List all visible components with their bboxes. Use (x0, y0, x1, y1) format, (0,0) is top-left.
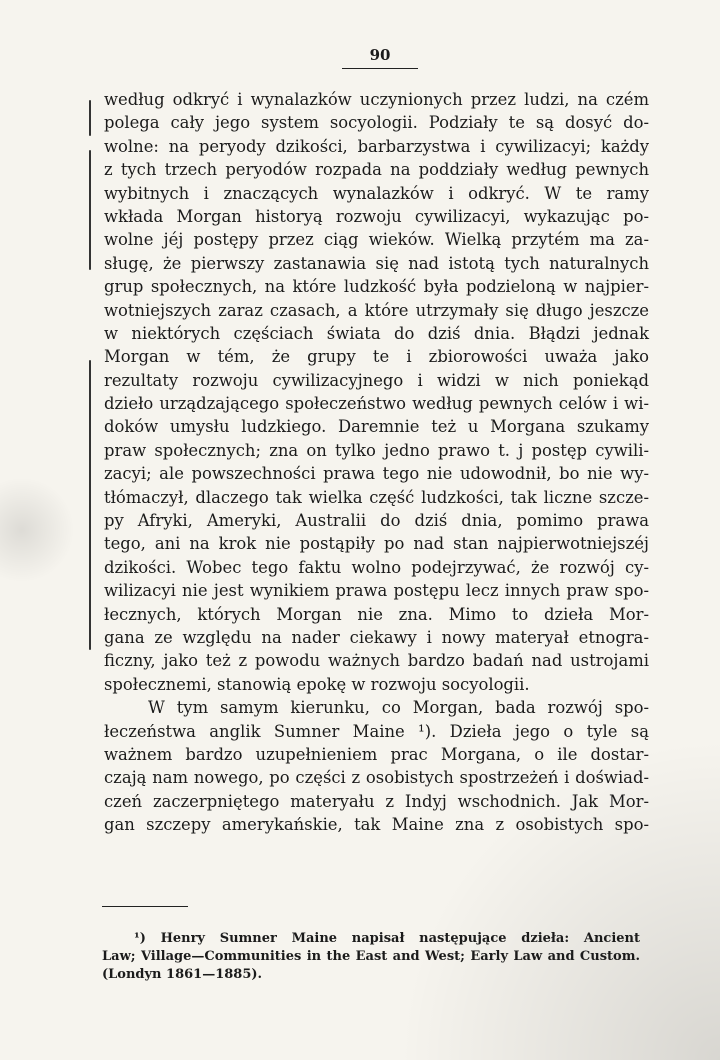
text-line: gan szczepy amerykańskie, tak Maine zna z osobistych spo- (104, 815, 649, 835)
text-line: ficzny, jako też z powodu ważnych bardzo badań nad ustrojami (104, 651, 649, 671)
text-line: wolne: na peryody dzikości, barbarzystwa i cywilizacyi; każdy (104, 136, 649, 156)
text-line: wilizacyi nie jest wynikiem prawa postępu lecz innych praw spo- (104, 581, 649, 601)
margin-pencil-mark (89, 100, 91, 136)
text-line: wolne jéj postępy przez ciąg wieków. Wielką przytém ma za- (104, 230, 649, 250)
page-number: 90 (369, 46, 391, 64)
text-line: dzikości. Wobec tego faktu wolno podejrzywać, że rozwój cy- (104, 557, 649, 577)
text-line: praw społecznych; zna on tylko jedno prawo t. j postęp cywili- (104, 440, 649, 460)
text-line: czeń zaczerpniętego materyału z Indyj wschodnich. Jak Mor- (104, 791, 649, 811)
text-line: rezultaty rozwoju cywilizacyjnego i widzi w nich poniekąd (104, 370, 649, 390)
text-line: sługę, że pierwszy zastanawia się nad istotą tych naturalnych (104, 253, 649, 273)
text-line: tego, ani na krok nie postąpiły po nad stan najpierwotniejszéj (104, 534, 649, 554)
text-line: dzieło urządzającego społeczeństwo według pewnych celów i wi- (104, 394, 649, 414)
body-text (104, 88, 649, 837)
text-line: wotniejszych zaraz czasach, a które utrzymały się długo jeszcze (104, 300, 649, 320)
text-line: czają nam nowego, po części z osobistych spostrzeżeń i doświad- (104, 768, 649, 788)
footnote-line: ¹) Henry Sumner Maine napisał następujące dzieła: Ancient (134, 931, 640, 946)
text-line: doków umysłu ludzkiego. Daremnie też u Morgana szukamy (104, 417, 649, 437)
text-line: z tych trzech peryodów rozpada na poddziały według pewnych (104, 160, 649, 180)
margin-pencil-mark (89, 360, 91, 650)
text-line: gana ze względu na nader ciekawy i nowy materyał etnogra- (104, 627, 649, 647)
text-line: zacyi; ale powszechności prawa tego nie udowodnił, bo nie wy- (104, 464, 649, 484)
paragraph-end-line: społecznemi, stanowią epokę w rozwoju socyologii. (104, 674, 530, 694)
text-line: grup społecznych, na które ludzkość była podzieloną w najpier- (104, 277, 649, 297)
footnote-rule (102, 906, 188, 907)
margin-pencil-mark (89, 150, 91, 270)
paragraph-start-line: W tym samym kierunku, co Morgan, bada rozwój spo- (148, 698, 649, 718)
text-line: łecznych, których Morgan nie zna. Mimo to dzieła Mor- (104, 604, 649, 624)
text-line: polega cały jego system socyologii. Podziały te są dosyć do- (104, 113, 649, 133)
text-line: wybitnych i znaczących wynalazków i odkryć. W te ramy (104, 183, 649, 203)
text-line: py Afryki, Ameryki, Australii do dziś dnia, pomimo prawa (104, 511, 649, 531)
text-line: według odkryć i wynalazków uczynionych przez ludzi, na czém (104, 90, 649, 109)
text-line: w niektórych częściach świata do dziś dnia. Błądzi jednak (104, 323, 649, 343)
text-line: łeczeństwa anglik Sumner Maine ¹). Dzieła jego o tyle są (104, 721, 649, 741)
text-line: wkłada Morgan historyą rozwoju cywilizacyi, wykazując po- (104, 206, 649, 226)
page-number-rule (342, 68, 418, 69)
text-line: Morgan w tém, że grupy te i zbiorowości uważa jako (104, 347, 649, 367)
footnote-line: Law; Village—Communities in the East and West; Early Law and Custom. (102, 949, 640, 964)
footnotes (102, 930, 640, 984)
text-line: tłómaczył, dlaczego tak wielka część ludzkości, tak liczne szcze- (104, 487, 649, 507)
text-line: ważnem bardzo uzupełnieniem prac Morgana, o ile dostar- (104, 744, 649, 764)
footnote-line: (Londyn 1861—1885). (102, 967, 263, 982)
